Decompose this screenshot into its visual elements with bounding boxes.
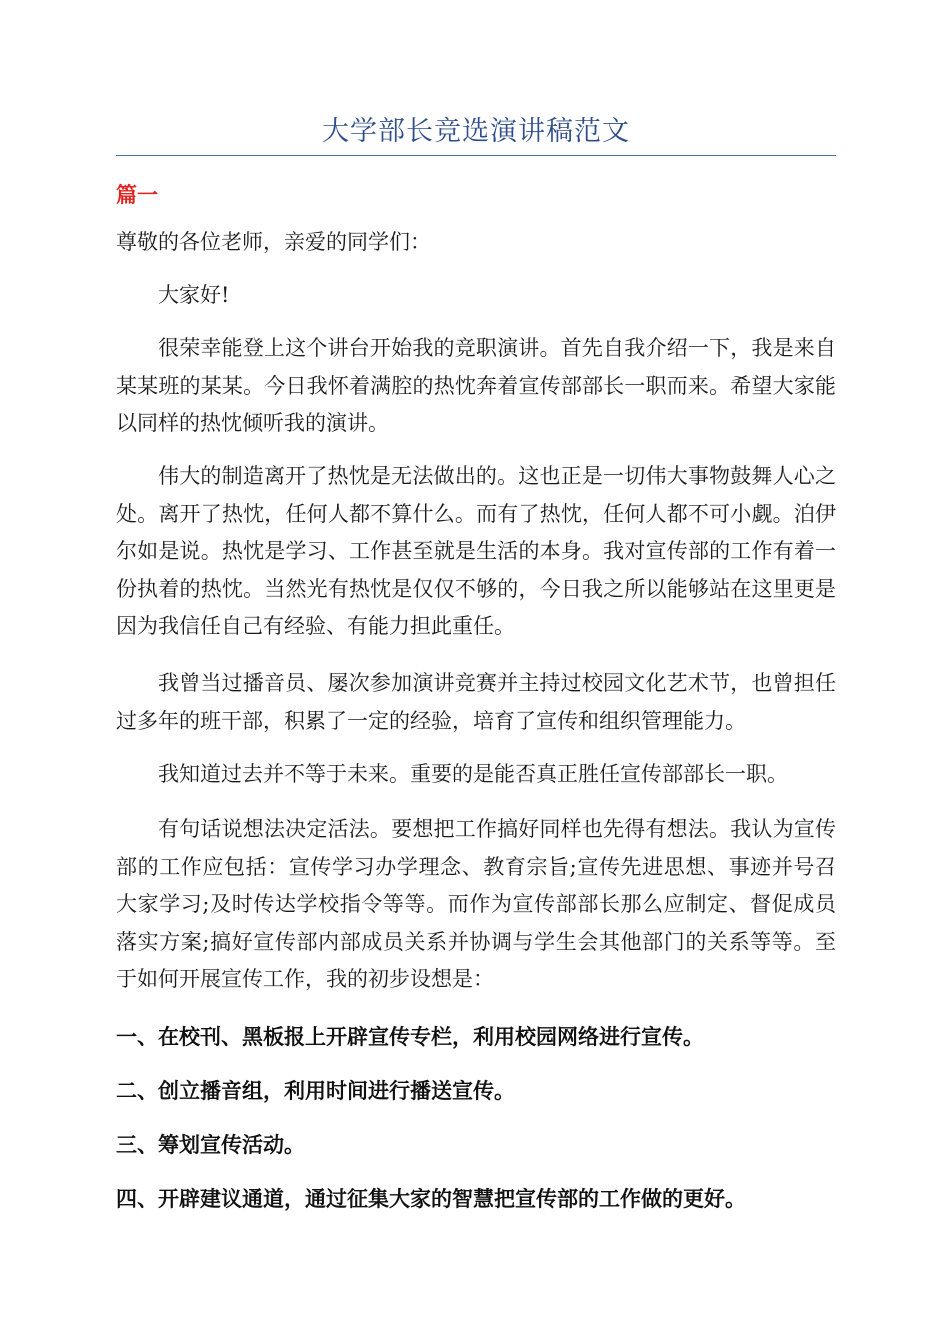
plan-item-3: 三、筹划宣传活动。 xyxy=(116,1132,305,1157)
paragraph-experience: 我曾当过播音员、屡次参加演讲竞赛并主持过校园文化艺术节，也曾担任过多年的班干部，积累了一定的经验，培育了宣传和组织管理能力。 xyxy=(116,671,836,733)
paragraph-plan: 有句话说想法决定活法。要想把工作搞好同样也先得有想法。我认为宣传部的工作应包括：宣传学习办学理念、教育宗旨;宣传先进思想、事迹并号召大家学习;及时传达学校指令等等。而作为宣传部部长那么应制定、督促成员落实方案;搞好宣传部内部成员关系并协调与学生会其他部门的关系等等。至于如何开展宣传工作，我的初步设想是： xyxy=(116,817,836,991)
title-underline xyxy=(116,155,836,156)
paragraph-intro: 很荣幸能登上这个讲台开始我的竞职演讲。首先自我介绍一下，我是来自某某班的某某。今日我怀着满腔的热忱奔着宣传部部长一职而来。希望大家能以同样的热忱倾听我的演讲。 xyxy=(116,336,836,435)
plan-item-1: 一、在校刊、黑板报上开辟宣传专栏，利用校园网络进行宣传。 xyxy=(116,1024,704,1049)
paragraph-future: 我知道过去并不等于未来。重要的是能否真正胜任宣传部部长一职。 xyxy=(158,762,788,786)
paragraph-enthusiasm: 伟大的制造离开了热忱是无法做出的。这也正是一切伟大事物鼓舞人心之处。离开了热忱，任何人都不算什么。而有了热忱，任何人都不可小觑。泊伊尔如是说。热忱是学习、工作甚至就是生活的本身。我对宣传部的工作有着一份执着的热忱。当然光有热忱是仅仅不够的，今日我之所以能够站在这里更是因为我信任自己有经验、有能力担此重任。 xyxy=(116,464,836,638)
section-heading: 篇一 xyxy=(116,182,158,207)
greeting: 大家好! xyxy=(158,283,230,307)
plan-item-2: 二、创立播音组，利用时间进行播送宣传。 xyxy=(116,1078,515,1103)
plan-item-4: 四、开辟建议通道，通过征集大家的智慧把宣传部的工作做的更好。 xyxy=(116,1186,746,1211)
document-title: 大学部长竞选演讲稿范文 xyxy=(322,116,630,147)
salutation: 尊敬的各位老师，亲爱的同学们： xyxy=(116,230,431,254)
